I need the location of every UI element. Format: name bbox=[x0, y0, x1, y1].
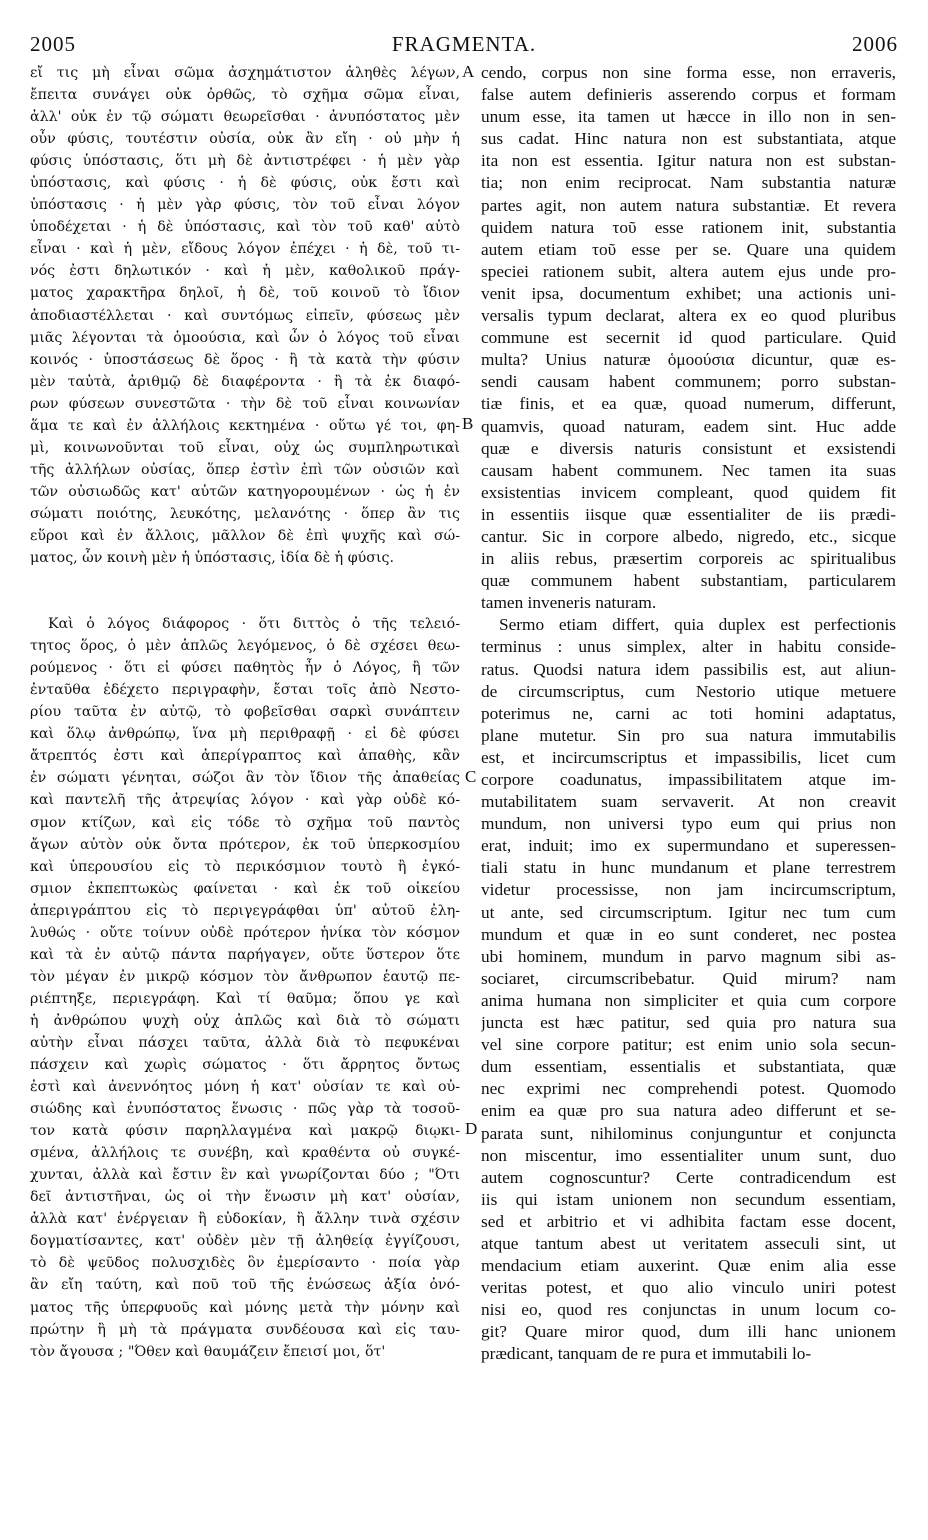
latin-text-line: corpore coadunatus, impassibilitatem atque im- bbox=[481, 770, 896, 789]
latin-text-line: quidem natura τοῦ esse rationem init, substantia bbox=[481, 217, 896, 237]
greek-text-line: τητος ὅρος, ὁ μὲν ἁπλῶς λεγόμενος, ὁ δὲ σχέσει θεω- bbox=[30, 638, 460, 655]
greek-text-line: φύσις ὑπόστασις, ὅτι μὴ δὲ ἀντιστρέφει · ἡ μὲν γὰρ bbox=[30, 153, 460, 170]
greek-text-line: εὕροι καὶ ἐν ἄλλοις, μᾶλλον δὲ ἐπὶ ψυχῆς καὶ σώ- bbox=[30, 527, 460, 544]
greek-text-line: σώματι ποιότης, λευκότης, μελανότης · ὅπερ ἂν τις bbox=[30, 505, 460, 522]
latin-text-line: in aliis rebus, præsertim corporeis ac spiritualibus bbox=[481, 549, 896, 569]
greek-text-line: ἐστὶ καὶ ἀνεννόητος μόνη ἡ κατ' οὐσίαν τε καὶ οὐ- bbox=[30, 1079, 460, 1096]
greek-text-line: πρώτην ἢ μὴ τὰ πράγματα συνδέουσα καὶ εἰς ταυ- bbox=[30, 1321, 460, 1338]
margin-marker-c: C bbox=[465, 767, 477, 786]
greek-text-line: τον κατὰ φύσιν παρηλλαγμένα καὶ μακρῷ διῳκι- bbox=[30, 1123, 460, 1140]
latin-text-line: cantur. Sic in corpore albedo, nigredo, etc., sicque bbox=[481, 526, 896, 546]
greek-text-line: ἔπειτα συνάγει οὐκ ὀρθῶς, τὸ σχῆμα σῶμα εἶναι, bbox=[30, 87, 460, 104]
latin-text-line: sed et arbitrio et vi adhibita factam esse docent, bbox=[481, 1211, 896, 1231]
greek-text-line: μιᾶς λέγονται τὰ ὁμοούσια, καὶ ὧν ὁ λόγος τοῦ εἶναι bbox=[30, 329, 460, 346]
latin-text-line: tiæ finis, et ea quæ, quoad numerum, differunt, bbox=[481, 394, 896, 414]
latin-text-line: mendacium etiam auxerint. Quæ enim alia esse bbox=[481, 1256, 896, 1276]
latin-text-line: in essentiis iisque quæ essentialiter de iis prædi- bbox=[481, 504, 896, 524]
latin-text-line: non miscentur, imo essentialiter unum sunt, duo bbox=[481, 1145, 896, 1165]
greek-text-line: χυνται, ἀλλὰ καὶ ἔστιν ἓν καὶ γνωρίζονται δύο ; "Ότι bbox=[30, 1167, 460, 1184]
latin-text-line: ratus. Quodsi natura idem passibilis est, aut aliun- bbox=[481, 659, 896, 679]
latin-text-line: erat, induit; imo ex supermundano et superessen- bbox=[481, 836, 896, 856]
latin-text-line: enim ea quæ pro sua natura adeo differunt et se- bbox=[481, 1101, 896, 1121]
latin-text-line: quæ communem habent substantiam, particularem bbox=[481, 571, 896, 591]
greek-column bbox=[30, 62, 460, 1363]
greek-text-line: σμιον ἐκπεπτωκὼς φαίνεται · καὶ ἐκ τοῦ οἰκείου bbox=[30, 880, 460, 897]
margin-marker-a: A bbox=[462, 62, 475, 81]
greek-text-line: ρούμενος · ὅτι εἰ φύσει παθητὸς ἦν ὁ Λόγος, ἢ τῶν bbox=[30, 660, 460, 677]
greek-text-line: λυθώς · οὔτε τοίνυν οὐδὲ πρότερον ἡνίκα τὸν κόσμον bbox=[30, 924, 460, 941]
latin-text-line: terminus : unus simplex, alter in habitu conside- bbox=[481, 637, 896, 657]
latin-text-line: videtur processisse, non jam incircumscriptum, bbox=[481, 880, 896, 900]
latin-column bbox=[481, 62, 896, 1366]
latin-text-line: nec exprimi nec comprehendi potest. Quomodo bbox=[481, 1079, 896, 1099]
right-page-number: 2006 bbox=[852, 32, 898, 56]
latin-text-line: mundum et quæ in eo sunt conderet, nec postea bbox=[481, 924, 896, 944]
greek-text-line: καὶ ὑπερουσίου εἰς τὸ περικόσμιον τουτὸ ἢ ἐγκό- bbox=[30, 858, 460, 875]
greek-text-line: τῆς ἀλλήλων οὐσίας, ὅπερ ἐστὶν ἐπὶ τῶν οὐσιῶν καὶ bbox=[30, 461, 460, 478]
latin-text-line: sociaret, circumscribebatur. Quid mirum? nam bbox=[481, 968, 896, 988]
left-page-number: 2005 bbox=[30, 32, 76, 56]
greek-text-line: ὑποδέχεται · ἡ δὲ ὑπόστασις, καὶ τὸν τοῦ καθ' αὑτὸ bbox=[30, 219, 460, 236]
greek-text-line: ριέπτηξε, περιεγράφη. Καὶ τί θαῦμα; ὅπου γε καὶ bbox=[30, 990, 460, 1007]
greek-text-line: ἀπεριγράπτου εἰς τὸ περιγεγράφθαι ὑπ' αὐτοῦ ἐλη- bbox=[30, 902, 460, 919]
greek-text-line: καὶ παντελῆ τῆς ἀτρεψίας λόγον · καὶ γὰρ οὐδὲ κό- bbox=[30, 792, 460, 809]
latin-text-line: quæ e diversis naturis consistunt et exsistendi bbox=[481, 438, 896, 458]
greek-text-line: ματος, ὧν κοινὴ μὲν ἡ ὑπόστασις, ἰδία δὲ ἡ φύσις. bbox=[30, 550, 394, 567]
greek-text-line: ἅμα τε καὶ ἐν ἀλλήλοις κεκτημένα · οὕτω γέ τοι, φη- bbox=[30, 417, 460, 434]
latin-text-line: venit ipsa, documentum exhibet; una actionis uni- bbox=[481, 283, 896, 303]
margin-marker-d: D bbox=[465, 1119, 478, 1138]
greek-text-line: τὸν ἄγουσα ; "Όθεν καὶ θαυμάζειν ἔπεισί μοι, ὅτ' bbox=[30, 1343, 386, 1360]
greek-text-line: οὖν φύσις, τουτέστιν οὐσία, οὐκ ἂν εἴη · οὐ μὴν ἡ bbox=[30, 131, 460, 148]
latin-text-line: juncta est hæc patitur, sed quia pro natura sua bbox=[481, 1013, 896, 1033]
latin-text-line: ita non est essentia. Igitur natura non est substan- bbox=[481, 151, 896, 171]
greek-text-line: ἐν σώματι γένηται, σώζοι ἂν τὸν ἴδιον τῆς ἀπαθείας bbox=[30, 770, 460, 787]
latin-text-line: exsistentias invicem compleant, quod quidem fit bbox=[481, 482, 896, 502]
greek-text-line: ὑπόστασις · ἡ μὲν γὰρ φύσις, τὸν τοῦ εἶναι λόγον bbox=[30, 197, 460, 214]
greek-text-line: τὸ δὲ ψεῦδος πολυσχιδὲς ὃν ἐμερίσαντο · ποία γὰρ bbox=[30, 1255, 460, 1272]
greek-text-line: ἀλλ' οὐκ ἐν τῷ σώματι θεωρεῖσθαι · ἀνυπόστατος μὲν bbox=[30, 109, 460, 126]
latin-text-line: nisi eo, quod res conjunctas in unum locum co- bbox=[481, 1300, 896, 1320]
latin-text-line: poterimus ne, carni ac toti homini adaptatus, bbox=[481, 703, 896, 723]
latin-text-line: veritas potest, et quo alio vinculo uniri potest bbox=[481, 1278, 896, 1298]
latin-text-line: autem cognoscuntur? Certe contradicendum est bbox=[481, 1167, 896, 1187]
greek-text-line: ρων φύσεων συνεστῶτα · τὴν δὲ τοῦ εἶναι κοινωνίαν bbox=[30, 395, 460, 412]
greek-text-line: ρίου ταῦτα ἐν αὐτῷ, τὸ φοβεῖσθαι σαρκὶ συνάπτειν bbox=[30, 704, 460, 721]
latin-text-line: tiali statu in hunc mundanum et plane terrestrem bbox=[481, 858, 896, 878]
greek-text-line: καὶ τὰ ἐν αὐτῷ πάντα παρήγαγεν, οὔτε ὕστερον ὅτε bbox=[30, 946, 460, 963]
latin-text-line: speciei rationem subit, altera autem ejus unde pro- bbox=[481, 261, 896, 281]
latin-text-line: plane mutetur. Sin pro sua natura immutabilis bbox=[481, 725, 896, 745]
latin-text-line: anima humana non simpliciter et quia cum corpore bbox=[481, 990, 896, 1010]
latin-text-line: cendo, corpus non sine forma esse, non erraveris, bbox=[481, 63, 896, 82]
greek-text-line: δεῖ ἀντιστῆναι, ὡς οἱ τὴν ἕνωσιν μὴ κατ' οὐσίαν, bbox=[30, 1189, 460, 1206]
greek-text-line: ἡ ἀνθρώπου ψυχὴ οὐχ ἁπλῶς καὶ διὰ τὸ σώματι bbox=[30, 1012, 460, 1029]
latin-text-line: vel sine corpore patitur; est enim unio sola secun- bbox=[481, 1035, 896, 1055]
greek-text-line: μὶ, κοινωνοῦνται τοῦ εἶναι, οὐχ ὡς συμπληρωτικαὶ bbox=[30, 439, 460, 456]
greek-text-line: σμον κτίζων, καὶ εἰς τόδε τὸ σχῆμα τοῦ παντὸς bbox=[30, 814, 460, 831]
greek-text-line: Καὶ ὁ λόγος διάφορος · ὅτι διττὸς ὁ τῆς τελειό- bbox=[48, 616, 460, 633]
latin-text-line: tamen inveneris naturam. bbox=[481, 593, 657, 613]
greek-text-line: πάσχειν καὶ χωρὶς σώματος · ὅτι ἄρρητος ὄντως bbox=[30, 1057, 460, 1074]
latin-text-line: commune est secernit id quod particulare. Quid bbox=[481, 328, 896, 348]
greek-text-line: ἀποδιαστέλλεται · καὶ συντόμως εἰπεῖν, φύσεως μὲν bbox=[30, 307, 460, 324]
greek-text-line: ἄγων αὐτὸν οὐκ ὄντα πρότερον, ἐκ τοῦ ὑπερκοσμίου bbox=[30, 836, 460, 853]
latin-text-line: prædicant, tanquam de re pura et immutabili lo- bbox=[481, 1344, 812, 1364]
greek-text-line: μὲν ταὐτὰ, ἀριθμῷ δὲ διαφέροντα · ἢ τὰ ἐκ διαφό- bbox=[30, 373, 460, 390]
greek-text-line: ἐνταῦθα ἐδέχετο περιγραφὴν, ἔσται τοῖς ἀπὸ Νεστο- bbox=[30, 682, 460, 699]
latin-text-line: iis qui istam unionem non secundum essentiam, bbox=[481, 1189, 896, 1209]
greek-text-line: ἄτρεπτός ἐστι καὶ ἀπερίγραπτος καὶ ἀπαθὴς, κἂν bbox=[30, 748, 460, 765]
greek-text-line: κοινός · ὑποστάσεως δὲ ὅρος · ἢ τὰ κατὰ τὴν φύσιν bbox=[30, 351, 460, 368]
greek-text-line: εἴ τις μὴ εἶναι σῶμα ἀσχημάτιστον ἀληθὲς λέγων, bbox=[30, 65, 460, 81]
greek-text-line: αὐτὴν εἶναι πάσχει ταῦτα, ἀλλὰ διὰ τὸ πεφυκέναι bbox=[30, 1034, 460, 1051]
latin-text-line: versalis typum declarat, altera ex eo quod pluribus bbox=[481, 306, 896, 326]
latin-text-line: mutabilitatem suam servaverit. At non creavit bbox=[481, 792, 896, 812]
greek-text-line: ἂν εἴη ταύτη, καὶ ποῦ τοῦ τῆς ἑνώσεως ἀξία ὀνό- bbox=[30, 1277, 460, 1294]
running-header bbox=[30, 32, 898, 58]
latin-text-line: atque tantum abest ut veritatem asseculi sint, ut bbox=[481, 1233, 896, 1253]
latin-text-line: dum essentiam, essentialis et substantiata, quæ bbox=[481, 1057, 896, 1077]
latin-text-line: ubi hominem, mundum in parvo magnum sibi as- bbox=[481, 946, 896, 966]
latin-text-line: sus cadat. Hinc natura non est substantiata, atque bbox=[481, 129, 896, 149]
greek-text-line: καὶ ὅλῳ ἀνθρώπῳ, ἵνα μὴ περιθραφῇ · εἰ δὲ φύσει bbox=[30, 726, 460, 743]
greek-text-line: τὸν μέγαν ἐν μικρῷ κόσμον τὸν ἄνθρωπον ἑαυτῷ πε- bbox=[30, 968, 460, 985]
latin-text-line: autem etiam τοῦ esse per se. Quare una quidem bbox=[481, 239, 896, 259]
greek-text-line: εἶναι · καὶ ἡ μὲν, εἴδους λόγον ἐπέχει · ἡ δὲ, τοῦ τι- bbox=[30, 241, 460, 258]
latin-text-line: mundum, non universi typo eum qui prius non bbox=[481, 814, 896, 834]
greek-text-line: ματος τῆς ὑπερφυοῦς καὶ μόνης μετὰ τὴν μόνην καὶ bbox=[30, 1299, 460, 1316]
latin-text-line: ut ante, sed circumscriptum. Igitur nec tum cum bbox=[481, 902, 896, 922]
greek-text-line: νός ἐστι δηλωτικόν · καὶ ἡ μὲν, καθολικοῦ πράγ- bbox=[30, 263, 460, 280]
greek-text-line: δογματίσαντες, κατ' οὐδὲν μὲν τῇ ἀληθείᾳ ἐγγίζουσι, bbox=[30, 1233, 460, 1250]
latin-text-line: parata sunt, nihilominus conjunguntur et conjuncta bbox=[481, 1123, 896, 1143]
latin-text-line: partes agit, non autem natura substantiæ. Et revera bbox=[481, 195, 896, 215]
latin-text-line: tia; non enim reciprocat. Nam substantia naturæ bbox=[481, 173, 896, 193]
running-title: FRAGMENTA. bbox=[391, 32, 537, 56]
latin-text-line: est, et incircumscriptus et impassibilis, licet cum bbox=[481, 747, 896, 767]
latin-text-line: sendi causam habent communem; porro substan- bbox=[481, 372, 896, 392]
latin-text-line: unum esse, ita tamen ut hæcce in illo non in sen- bbox=[481, 107, 896, 127]
greek-text-line: ἀλλὰ κατ' ἐνέργειαν ἢ εὐδοκίαν, ἢ ἄλλην τινὰ σχέσιν bbox=[30, 1211, 460, 1228]
greek-text-line: σιώδης καὶ ἐνυπόστατος ἕνωσις · πῶς γὰρ τὰ τοσοῦ- bbox=[30, 1101, 460, 1118]
latin-text-line: de circumscriptus, cum Nestorio utique metuere bbox=[481, 681, 896, 701]
greek-text-line: ὑπόστασις, καὶ φύσις · ἡ δὲ φύσις, οὐκ ἔστι καὶ bbox=[30, 175, 460, 192]
latin-text-line: quamvis, quoad naturam, eadem sint. Huc adde bbox=[481, 416, 896, 436]
latin-text-line: false autem definieris asserendo corpus et formam bbox=[481, 85, 896, 105]
paragraph-gap bbox=[30, 569, 460, 613]
latin-text-line: multa? Unius naturæ ὁμοούσια dicuntur, quæ es- bbox=[481, 350, 896, 370]
latin-text-line: Sermo etiam differt, quia duplex est perfectionis bbox=[499, 615, 896, 635]
latin-text-line: causam habent communem. Nec tamen ita suas bbox=[481, 460, 896, 480]
greek-text-line: σμένα, ἀλλήλοις τε συνέβη, καὶ κραθέντα οὐ συγκέ- bbox=[30, 1145, 460, 1162]
greek-text-line: ματος χαρακτῆρα δηλοῖ, ἡ δὲ, τοῦ κοινοῦ τὸ ἴδιον bbox=[30, 285, 460, 302]
greek-text-line: τῶν οὐσιωδῶς κατ' αὐτῶν κατηγορουμένων · ὡς ἡ ἐν bbox=[30, 483, 460, 500]
margin-marker-b: B bbox=[462, 414, 474, 433]
latin-text-line: git? Quare miror quod, dum illi hanc unionem bbox=[481, 1322, 896, 1342]
